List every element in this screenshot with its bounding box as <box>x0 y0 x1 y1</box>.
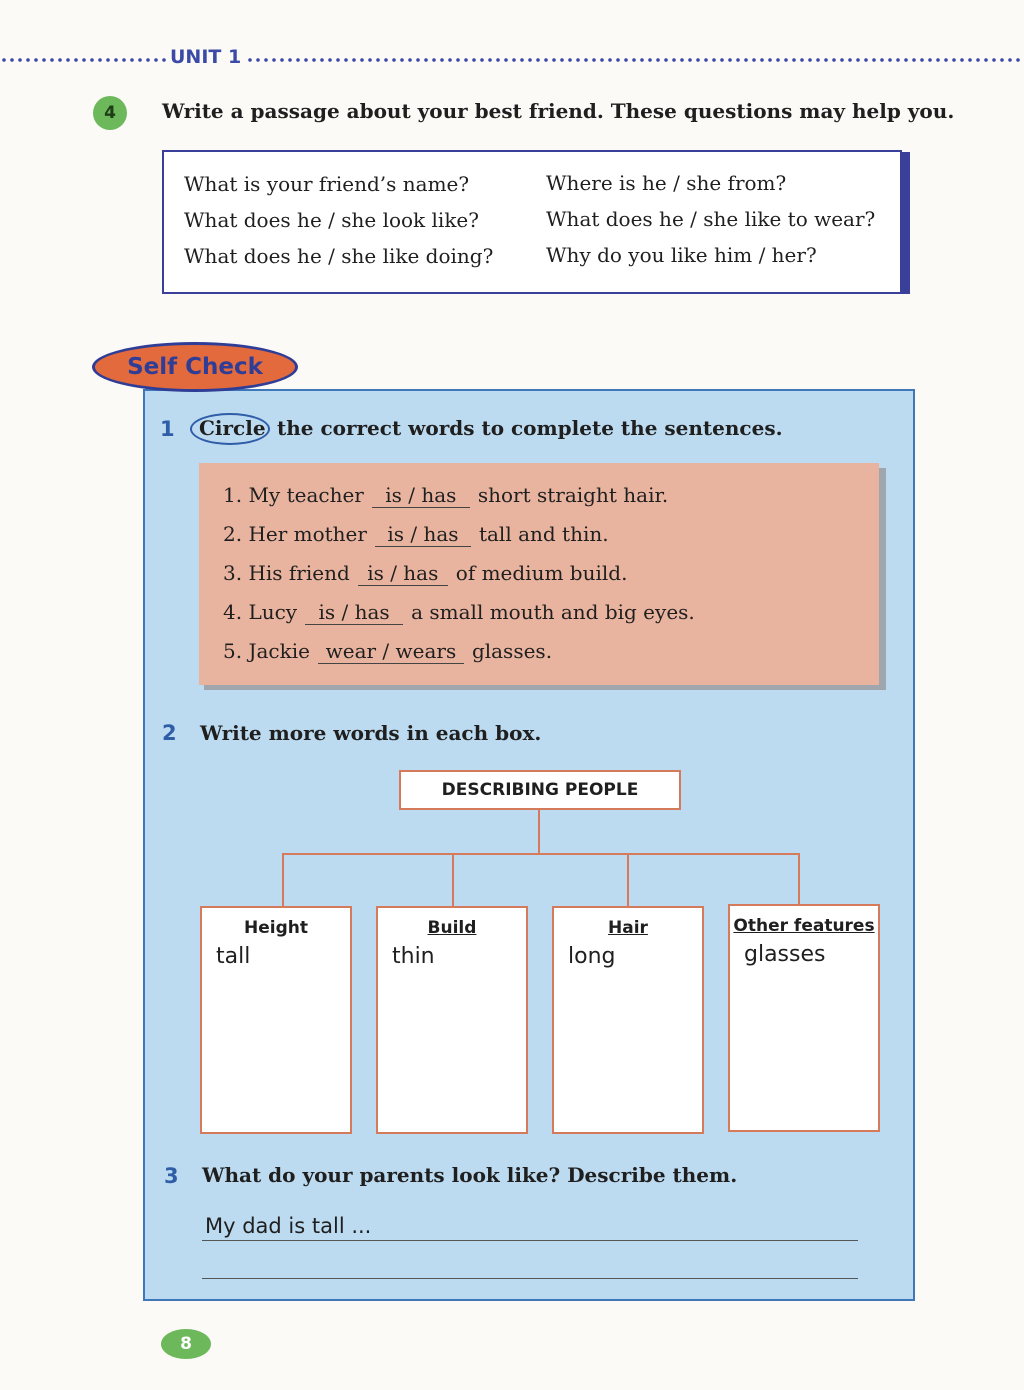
page-number: 8 <box>161 1329 211 1359</box>
category-title: Build <box>427 918 477 938</box>
category-title: Hair <box>608 918 648 938</box>
sentence-before: 1. My teacher <box>223 483 364 507</box>
sentence-before: 3. His friend <box>223 561 350 585</box>
sentence-before: 5. Jackie <box>223 639 310 663</box>
task-3-number: 3 <box>164 1164 179 1188</box>
sentence-before: 2. Her mother <box>223 522 367 546</box>
task-3-instruction: What do your parents look like? Describe them. <box>202 1163 738 1187</box>
sentence-after: short straight hair. <box>477 483 669 507</box>
task-2-instruction: Write more words in each box. <box>200 721 542 745</box>
question: What does he / she like doing? <box>184 244 494 268</box>
sentence-after: a small mouth and big eyes. <box>411 600 695 624</box>
choice-blank[interactable]: is / has <box>375 522 471 547</box>
sentence-after: of medium build. <box>455 561 628 585</box>
category-title: Height <box>244 918 308 938</box>
category-box-other-features[interactable] <box>728 904 880 1132</box>
category-word: long <box>568 944 616 969</box>
header-dots-right <box>246 57 1024 63</box>
header-dots-left <box>0 57 168 63</box>
answer-line[interactable] <box>202 1240 858 1241</box>
category-box-build[interactable] <box>376 906 528 1134</box>
category-word: tall <box>216 944 251 969</box>
question: What is your friend’s name? <box>184 172 470 196</box>
task-2-number: 2 <box>162 721 177 745</box>
sentence-3 <box>223 561 627 586</box>
connector-line <box>282 853 800 855</box>
question: What does he / she look like? <box>184 208 479 232</box>
question: Where is he / she from? <box>546 171 787 195</box>
unit-label: UNIT 1 <box>170 46 242 68</box>
sentence-2 <box>223 522 609 547</box>
category-box-hair[interactable] <box>552 906 704 1134</box>
connector-line <box>282 853 284 906</box>
task-4-instruction: Write a passage about your best friend. These questions may help you. <box>162 99 955 123</box>
sentence-1 <box>223 483 668 508</box>
question-box <box>162 150 902 294</box>
choice-blank[interactable]: is / has <box>358 561 448 586</box>
question: What does he / she like to wear? <box>546 207 876 231</box>
answer-text[interactable]: My dad is tall ... <box>205 1214 372 1238</box>
choice-blank[interactable]: is / has <box>305 600 403 625</box>
task-1-instruction: the correct words to complete the sentences. <box>277 416 783 440</box>
self-check-title: Self Check <box>92 342 298 392</box>
choice-blank[interactable]: wear / wears <box>318 639 464 664</box>
describing-people-box: DESCRIBING PEOPLE <box>399 770 681 810</box>
category-word: glasses <box>744 942 826 967</box>
task-1-number: 1 <box>160 417 175 441</box>
connector-line <box>627 853 629 906</box>
category-box-height[interactable] <box>200 906 352 1134</box>
sentence-5 <box>223 639 552 664</box>
answer-line[interactable] <box>202 1278 858 1279</box>
sentence-before: 4. Lucy <box>223 600 298 624</box>
category-word: thin <box>392 944 435 969</box>
connector-line <box>538 810 540 854</box>
sentence-after: tall and thin. <box>478 522 609 546</box>
question: Why do you like him / her? <box>546 243 817 267</box>
task-4-badge: 4 <box>93 96 127 130</box>
circle-word: Circle <box>199 416 266 440</box>
category-title: Other features <box>733 916 875 936</box>
sentence-4 <box>223 600 695 625</box>
connector-line <box>798 853 800 906</box>
choice-blank[interactable]: is / has <box>372 483 470 508</box>
connector-line <box>452 853 454 906</box>
sentence-after: glasses. <box>471 639 553 663</box>
